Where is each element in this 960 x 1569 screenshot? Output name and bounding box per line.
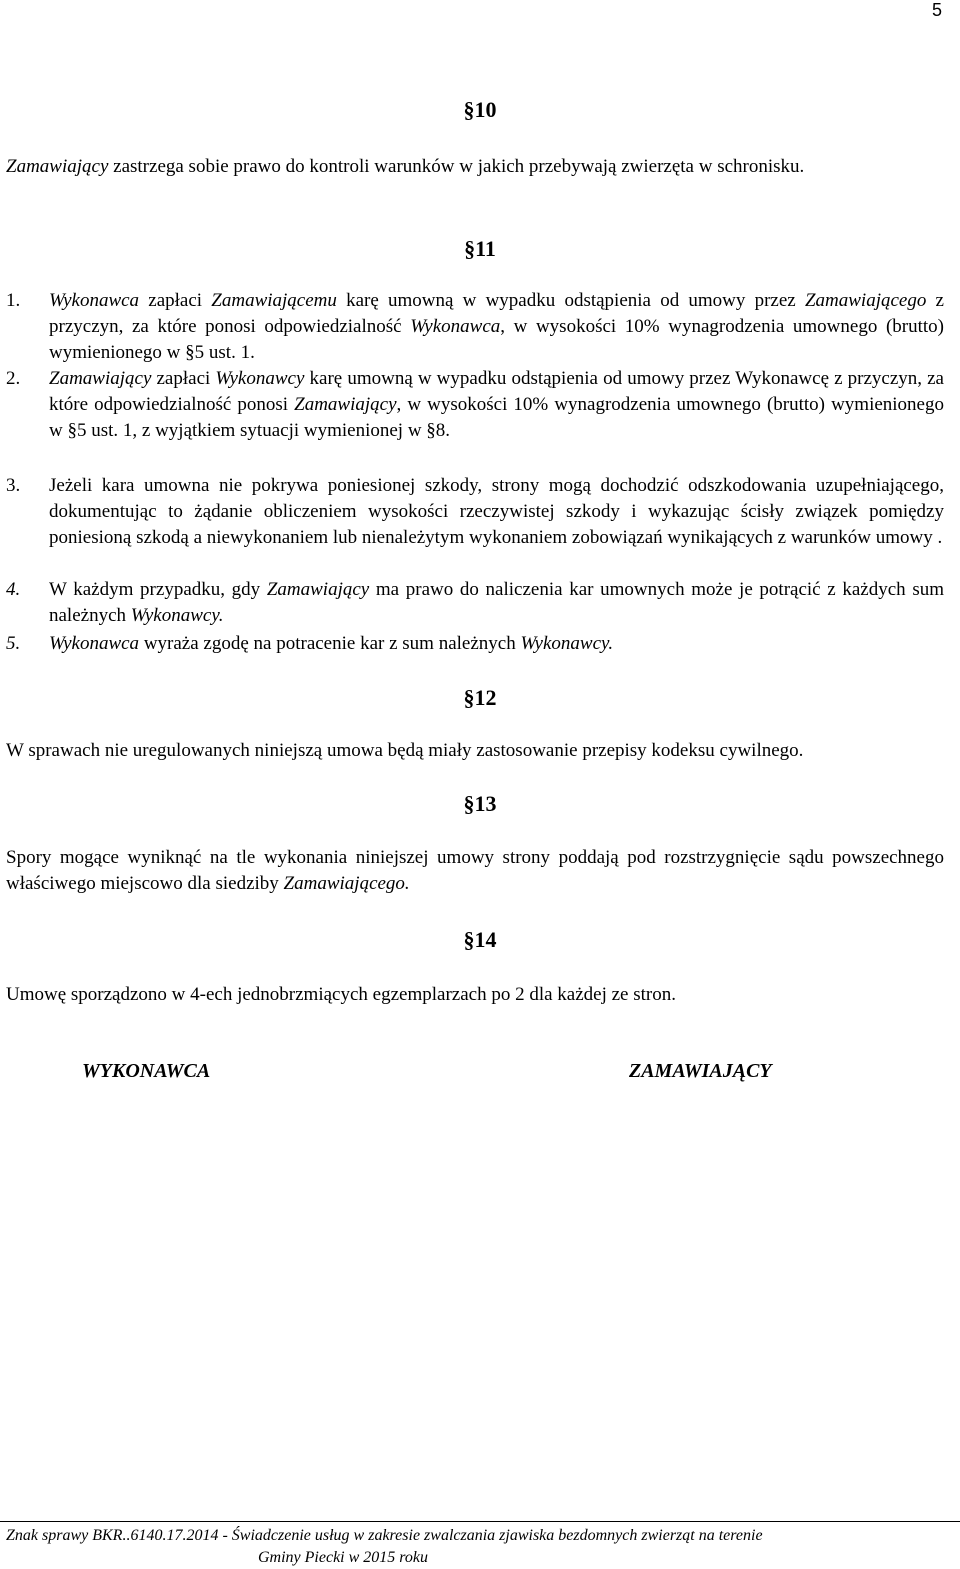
item-text-run: zapłaci [151, 368, 216, 389]
item-text-emphasis: Wykonawca [410, 316, 501, 337]
item-text [49, 473, 944, 551]
item-text [49, 366, 944, 444]
item-text-run: , w wysokości 10% wynagrodzenia umownego (brutto) wymienionego w §5 ust. 1, z wyjątkiem sytuacji wymienionej w §8. [49, 394, 944, 441]
item-text-run: z przyczyn, za które ponosi odpowiedzialność [49, 290, 944, 337]
item-text-emphasis: Zamawiający [266, 579, 370, 600]
item-number: 1. [6, 290, 21, 311]
section-10-title: §10 [463, 97, 497, 122]
item-text-emphasis: Zamawiający [49, 368, 152, 389]
item-text-run: karę umowną w wypadku odstąpienia od umowy przez [336, 290, 805, 311]
item-text-run: ma prawo do naliczenia kar umownych może je potrącić z każdych sum należnych [49, 579, 944, 626]
section-13-text-emphasis: Zamawiającego. [283, 873, 410, 894]
item-text-emphasis: Wykonawcy [215, 368, 305, 389]
section-11-item [6, 473, 944, 551]
signature-contractor: WYKONAWCA [82, 1060, 211, 1082]
item-text-run: W każdym przypadku, gdy [49, 579, 267, 600]
footer-line-2: Gminy Piecki w 2015 roku [258, 1549, 429, 1566]
item-number: 3. [6, 475, 21, 496]
signature-client: ZAMAWIAJĄCY [629, 1060, 772, 1082]
section-10-text [6, 154, 944, 180]
section-13-title: §13 [463, 791, 497, 816]
item-text-run: Jeżeli kara umowna nie pokrywa poniesionej szkody, strony mogą dochodzić odszkodowania uzupełniającego, dokumentując to żądanie obliczeniem wysokości rzeczywistej szkody i wykazując ścisły związek pomiędzy poniesioną szkodą a niewykonaniem lub nienależytym wykonaniem zobowiązań wynikających z warunków umowy . [49, 475, 944, 548]
item-text-emphasis: Wykonawcy. [130, 605, 224, 626]
section-14-title: §14 [463, 927, 497, 952]
section-14-text: Umowę sporządzono w 4-ech jednobrzmiących egzemplarzach po 2 dla każdej ze stron. [6, 984, 676, 1005]
item-text-emphasis: Zamawiającego [804, 290, 927, 311]
section-12-title: §12 [463, 685, 497, 710]
item-text-emphasis: Wykonawca [49, 290, 140, 311]
item-text [49, 631, 944, 657]
section-13-text-body: Spory mogące wyniknąć na tle wykonania niniejszej umowy strony poddają pod rozstrzygnięcie sądu powszechnego właściwego miejscowo dla siedziby [6, 847, 944, 894]
item-text-run: karę umowną w wypadku odstąpienia od umowy przez Wykonawcę z przyczyn, za które odpowiedzialność ponosi [49, 368, 944, 415]
footer [6, 1525, 954, 1569]
item-number: 5. [6, 633, 21, 654]
item-text-emphasis: Zamawiającemu [211, 290, 337, 311]
item-text-run: , w wysokości 10% wynagrodzenia umownego (brutto) wymienionego w §5 ust. 1. [49, 316, 944, 363]
section-10-text-body: zastrzega sobie prawo do kontroli warunków w jakich przebywają zwierzęta w schronisku. [108, 156, 805, 177]
item-text [49, 577, 944, 629]
item-text-emphasis: Wykonawcy. [520, 633, 614, 654]
section-13-text [6, 845, 944, 897]
item-number: 4. [6, 579, 21, 600]
section-11-item [6, 366, 944, 444]
footer-line-1: Znak sprawy BKR..6140.17.2014 - Świadczenie usług w zakresie zwalczania zjawiska bezdomnych zwierząt na terenie [6, 1527, 763, 1544]
item-text [49, 288, 944, 366]
section-10-text-emphasis: Zamawiający [6, 156, 109, 177]
item-text-emphasis: Zamawiający [294, 394, 397, 415]
section-11-title: §11 [464, 236, 496, 261]
footer-divider [0, 1521, 960, 1522]
page-number: 5 [931, 0, 942, 20]
section-11-item [6, 288, 944, 366]
item-text-emphasis: Wykonawca [49, 633, 140, 654]
item-number: 2. [6, 368, 21, 389]
section-11-item [6, 577, 944, 629]
item-text-run: wyraża zgodę na potracenie kar z sum należnych [139, 633, 521, 654]
item-text-run: zapłaci [139, 290, 212, 311]
section-11-item [6, 631, 944, 657]
section-12-text: W sprawach nie uregulowanych niniejszą umowa będą miały zastosowanie przepisy kodeksu cywilnego. [6, 740, 804, 761]
